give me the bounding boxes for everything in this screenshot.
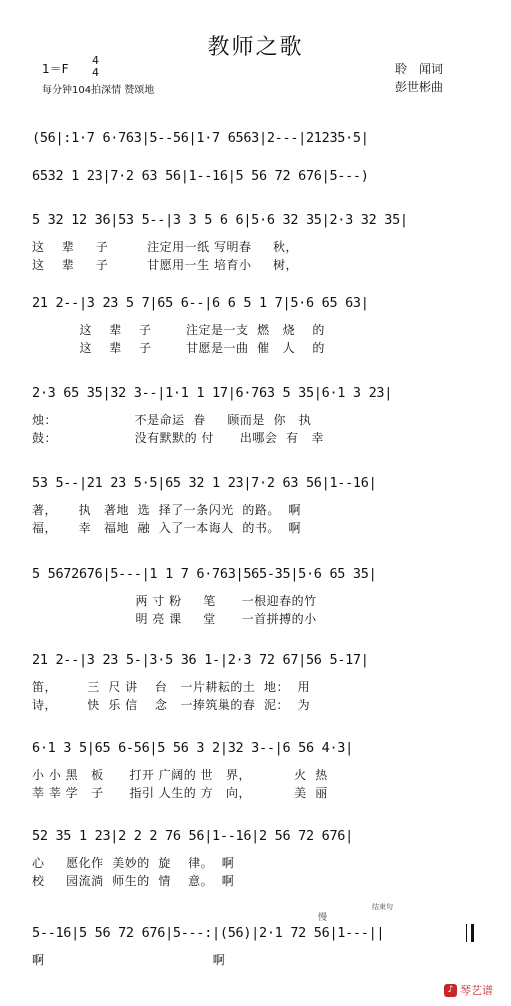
- lyric-verse-2: 这 辈 子 甘愿是一曲 催 人 的: [32, 341, 325, 355]
- composer-credit: 彭世彬曲: [395, 80, 444, 94]
- lyric-verse-2: 这 辈 子 甘愿用一生 培育小 树，: [32, 258, 299, 272]
- lyric-verse-2: 福， 幸 福地 融 入了一本诲人 的书。 啊: [32, 521, 302, 535]
- time-signature: [92, 55, 99, 79]
- notation-line: 21 2--|3 23 5-|3·5 36 1-|2·3 72 67|56 5-17|: [32, 652, 369, 668]
- notation-line: 21 2--|3 23 5 7|65 6--|6 6 5 1 7|5·6 65 63|: [32, 295, 369, 311]
- lyric-verse-1: 啊 啊: [32, 953, 226, 967]
- watermark-text: 琴艺谱: [460, 984, 493, 997]
- notation-line: 5 32 12 36|53 5--|3 3 5 6 6|5·6 32 35|2·3 32 35|: [32, 212, 408, 228]
- time-signature-top: 4: [92, 54, 99, 67]
- final-barline: [466, 924, 474, 942]
- time-signature-bottom: 4: [92, 66, 99, 79]
- tempo-marking: 每分钟104拍深情 赞颂地: [42, 85, 155, 96]
- lyric-verse-1: 两 寸 粉 笔 一根迎春的竹: [32, 594, 317, 608]
- notation-line: 6·1 3 5|65 6-56|5 56 3 2|32 3--|6 56 4·3|: [32, 740, 353, 756]
- watermark: [444, 982, 493, 998]
- notation-line: (56|:1·7 6·763|5--56|1·7 6563|2---|21235·5|: [32, 130, 369, 146]
- lyric-verse-1: 笛， 三 尺 讲 台 一片耕耘的土 地： 用: [32, 680, 311, 694]
- notation-line: 5--16|5 56 72 676|5---:|(56)|2·1 72 56|1---||: [32, 925, 385, 941]
- lyric-verse-1: 著， 执 著地 选 择了一条闪光 的路。 啊: [32, 503, 302, 517]
- lyricist-credit: 聆 闻词: [395, 62, 444, 76]
- notation-line: 52 35 1 23|2 2 2 76 56|1--16|2 56 72 676|: [32, 828, 353, 844]
- notation-line: 5 5672676|5---|1 1 7 6·763|565-35|5·6 65 35|: [32, 566, 377, 582]
- lyric-verse-2: 鼓： 没有默默的 付 出哪会 有 幸: [32, 431, 324, 445]
- lyric-verse-1: 这 辈 子 注定是一支 燃 烧 的: [32, 323, 325, 337]
- notation-line: 2·3 65 35|32 3--|1·1 1 17|6·763 5 35|6·1 3 23|: [32, 385, 393, 401]
- lyric-verse-1: 烛： 不是命运 眷 顾而是 你 执: [32, 413, 312, 427]
- key-signature: 1＝F: [42, 62, 69, 76]
- lyric-verse-1: 小 小 黑 板 打开 广阔的 世 界， 火 热: [32, 768, 328, 782]
- lyric-verse-2: 莘 莘 学 子 指引 人生的 方 向， 美 丽: [32, 786, 328, 800]
- lyric-verse-2: 诗， 快 乐 信 念 一捧筑巢的春 泥： 为: [32, 698, 311, 712]
- music-note-icon: ♪: [444, 984, 457, 997]
- ending-label: 结束句: [372, 903, 393, 911]
- page-title: 教师之歌: [207, 35, 304, 60]
- lyric-verse-1: 心 愿化作 美妙的 旋 律。 啊: [32, 856, 235, 870]
- notation-line: 53 5--|21 23 5·5|65 32 1 23|7·2 63 56|1--16|: [32, 475, 377, 491]
- lyric-verse-2: 明 亮 课 堂 一首拼搏的小: [32, 612, 317, 626]
- lyric-verse-2: 校 园流淌 师生的 情 意。 啊: [32, 874, 235, 888]
- lyric-verse-1: 这 辈 子 注定用一纸 写明春 秋，: [32, 240, 299, 254]
- notation-line: 6532 1 23|7·2 63 56|1--16|5 56 72 676|5---): [32, 168, 369, 184]
- ritard-mark: 慢: [318, 913, 328, 923]
